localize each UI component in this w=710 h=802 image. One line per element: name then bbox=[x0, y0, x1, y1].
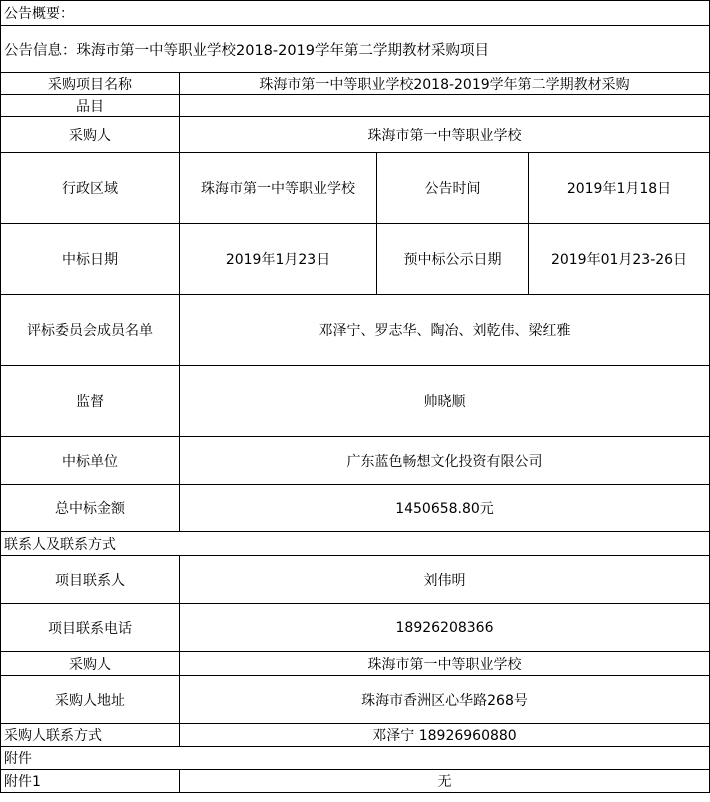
project-name-row bbox=[1, 73, 710, 95]
supervisor-label: 监督 bbox=[1, 366, 180, 437]
region-label: 行政区域 bbox=[1, 153, 180, 224]
attachments-heading-row bbox=[1, 747, 710, 770]
address-label: 采购人地址 bbox=[1, 676, 180, 724]
summary-heading: 公告概要： bbox=[1, 1, 710, 26]
contact-purchaser-value: 珠海市第一中等职业学校 bbox=[180, 652, 710, 676]
category-label: 品目 bbox=[1, 95, 180, 117]
project-contact-label: 项目联系人 bbox=[1, 556, 180, 604]
attachment-label: 附件1 bbox=[1, 770, 180, 793]
amount-row bbox=[1, 485, 710, 532]
contact-heading: 联系人及联系方式 bbox=[1, 532, 710, 556]
contact-purchaser-label: 采购人 bbox=[1, 652, 180, 676]
region-value: 珠海市第一中等职业学校 bbox=[180, 153, 377, 224]
winner-row bbox=[1, 437, 710, 485]
announce-time-value: 2019年1月18日 bbox=[529, 153, 710, 224]
purchaser-contact-label: 采购人联系方式 bbox=[1, 724, 180, 747]
project-phone-label: 项目联系电话 bbox=[1, 604, 180, 652]
award-date-label: 中标日期 bbox=[1, 224, 180, 295]
amount-label: 总中标金额 bbox=[1, 485, 180, 532]
publicity-date-value: 2019年01月23-26日 bbox=[529, 224, 710, 295]
category-value bbox=[180, 95, 710, 117]
committee-label: 评标委员会成员名单 bbox=[1, 295, 180, 366]
winner-label: 中标单位 bbox=[1, 437, 180, 485]
project-phone-row bbox=[1, 604, 710, 652]
project-name-value: 珠海市第一中等职业学校2018-2019学年第二学期教材采购 bbox=[180, 73, 710, 95]
publicity-date-label: 预中标公示日期 bbox=[377, 224, 529, 295]
committee-value: 邓泽宁、罗志华、陶冶、刘乾伟、梁红雅 bbox=[180, 295, 710, 366]
region-row bbox=[1, 153, 710, 224]
purchaser-contact-value: 邓泽宁 18926960880 bbox=[180, 724, 710, 747]
summary-info: 公告信息：珠海市第一中等职业学校2018-2019学年第二学期教材采购项目 bbox=[1, 26, 710, 73]
attachments-heading: 附件 bbox=[1, 747, 710, 770]
award-date-value: 2019年1月23日 bbox=[180, 224, 377, 295]
winner-value: 广东蓝色畅想文化投资有限公司 bbox=[180, 437, 710, 485]
contact-purchaser-row bbox=[1, 652, 710, 676]
attachment-value: 无 bbox=[180, 770, 710, 793]
purchaser-contact-row bbox=[1, 724, 710, 747]
category-row bbox=[1, 95, 710, 117]
project-contact-value: 刘伟明 bbox=[180, 556, 710, 604]
purchaser-row bbox=[1, 117, 710, 153]
supervisor-value: 帅晓顺 bbox=[180, 366, 710, 437]
award-date-row bbox=[1, 224, 710, 295]
purchaser-value: 珠海市第一中等职业学校 bbox=[180, 117, 710, 153]
attachment-row bbox=[1, 770, 710, 793]
address-row bbox=[1, 676, 710, 724]
amount-value: 1450658.80元 bbox=[180, 485, 710, 532]
project-name-label: 采购项目名称 bbox=[1, 73, 180, 95]
supervisor-row bbox=[1, 366, 710, 437]
committee-row bbox=[1, 295, 710, 366]
contact-heading-row bbox=[1, 532, 710, 556]
summary-heading-row bbox=[1, 1, 710, 26]
address-value: 珠海市香洲区心华路268号 bbox=[180, 676, 710, 724]
project-contact-row bbox=[1, 556, 710, 604]
project-phone-value: 18926208366 bbox=[180, 604, 710, 652]
purchaser-label: 采购人 bbox=[1, 117, 180, 153]
summary-info-row bbox=[1, 26, 710, 73]
announce-time-label: 公告时间 bbox=[377, 153, 529, 224]
